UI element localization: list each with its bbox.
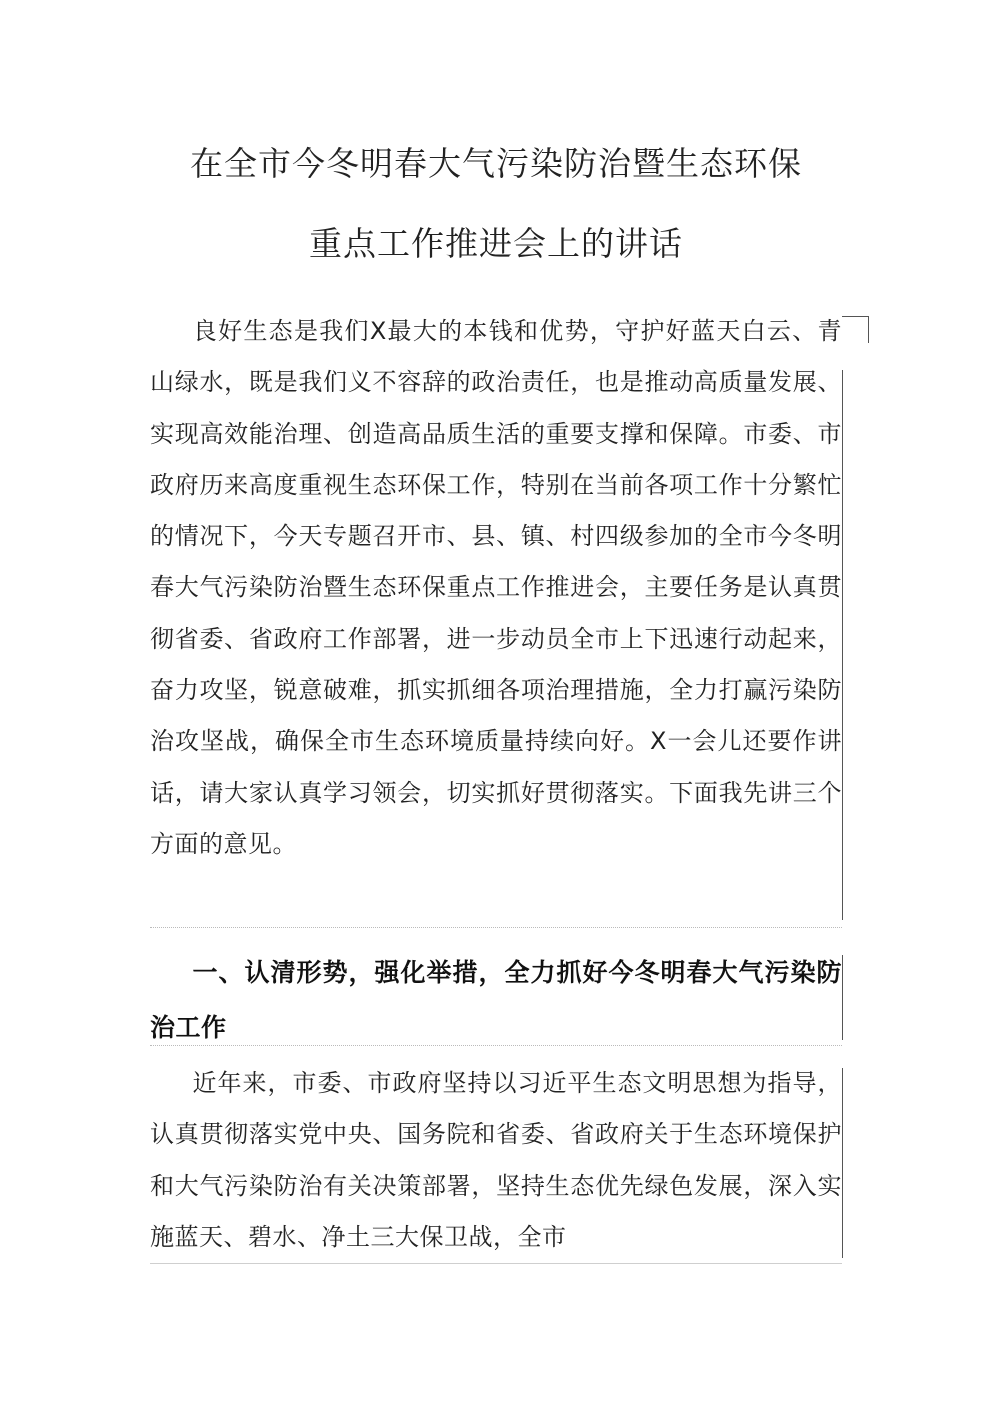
paragraph-2-text: 近年来，市委、市政府坚持以习近平生态文明思想为指导，认真贯彻落实党中央、国务院和省委、省政府关于生态环境保护和大气污染防治有关决策部署，坚持生态优先绿色发展，深入实施蓝天、碧水、净土三大保卫战，全市 bbox=[150, 1069, 842, 1251]
right-margin-rule bbox=[842, 1068, 843, 1258]
section-heading-1 bbox=[150, 945, 842, 1055]
document-title-line-2: 重点工作推进会上的讲话 bbox=[309, 224, 683, 263]
right-margin-rule bbox=[842, 370, 843, 920]
body-paragraph-1 bbox=[150, 306, 842, 870]
section-heading-1-text: 一、认清形势，强化举措，全力抓好今冬明春大气污染防治工作 bbox=[150, 958, 842, 1042]
margin-corner-mark bbox=[842, 316, 869, 343]
page-bottom-rule bbox=[150, 1263, 842, 1264]
paragraph-1-text: 良好生态是我们X最大的本钱和优势，守护好蓝天白云、青山绿水，既是我们义不容辞的政治责任，也是推动高质量发展、实现高效能治理、创造高品质生活的重要支撑和保障。市委、市政府历来高度重视生态环保工作，特别在当前各项工作十分繁忙的情况下，今天专题召开市、县、镇、村四级参加的全市今冬明春大气污染防治暨生态环保重点工作推进会，主要任务是认真贯彻省委、省政府工作部署，进一步动员全市上下迅速行动起来，奋力攻坚，锐意破难，抓实抓细各项治理措施，全力打赢污染防治攻坚战，确保全市生态环境质量持续向好。X一会儿还要作讲话，请大家认真学习领会，切实抓好贯彻落实。下面我先讲三个方面的意见。 bbox=[150, 317, 842, 858]
right-margin-rule bbox=[842, 955, 843, 1040]
document-title-line-1: 在全市今冬明春大气污染防治暨生态环保 bbox=[190, 144, 802, 183]
body-paragraph-2 bbox=[150, 1058, 842, 1263]
section-divider bbox=[150, 927, 842, 928]
section-divider bbox=[150, 1045, 842, 1046]
